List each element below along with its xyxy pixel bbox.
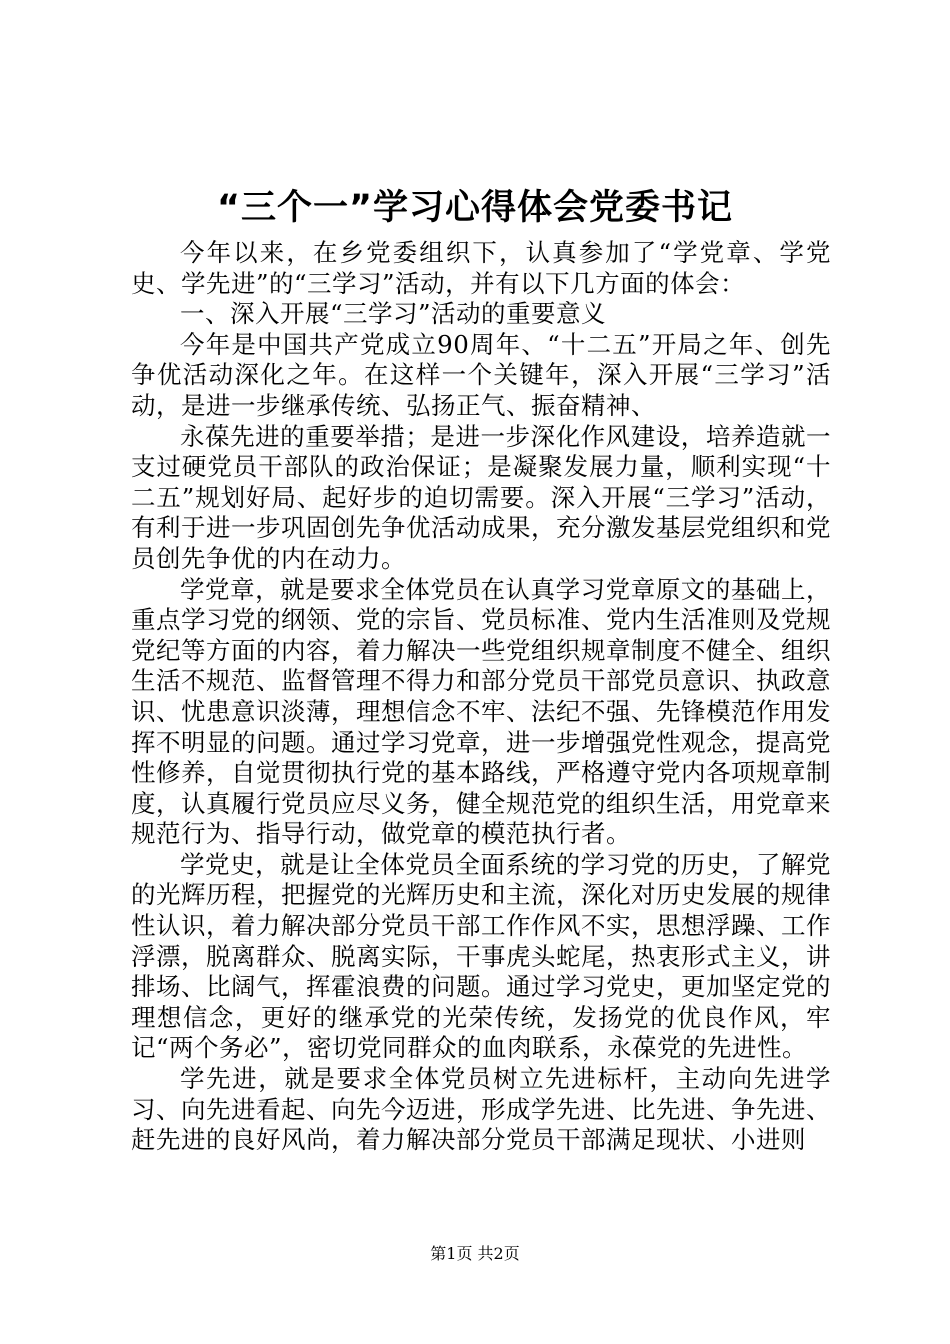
document-title: “三个一”学习心得体会党委书记	[216, 188, 733, 228]
paragraph-significance: 今年是中国共产党成立90周年、“十二五”开局之年、创先争优活动深化之年。在这样一个关键年，深入开展“三学习”活动，是进一步继承传统、弘扬正气、振奋精神、	[131, 329, 831, 420]
paragraph-study-advanced: 学先进，就是要求全体党员树立先进标杆，主动向先进学习、向先进看起、向先今迈进，形成学先进、比先进、争先进、赶先进的良好风尚，着力解决部分党员干部满足现状、小进则	[131, 1064, 831, 1155]
paragraph-study-charter: 学党章，就是要求全体党员在认真学习党章原文的基础上，重点学习党的纲领、党的宗旨、党员标准、党内生活准则及党规党纪等方面的内容，着力解决一些党组织规章制度不健全、组织生活不规范、监督管理不得力和部分党员干部党员意识、执政意识、忧患意识淡薄，理想信念不牢、法纪不强、先锋模范作用发挥不明显的问题。通过学习党章，进一步增强党性观念，提高党性修养，自觉贯彻执行党的基本路线，严格遵守党内各项规章制度，认真履行党员应尽义务，健全规范党的组织生活，用党章来规范行为、指导行动，做党章的模范执行者。	[131, 574, 831, 849]
paragraph-intro: 今年以来，在乡党委组织下，认真参加了“学党章、学党史、学先进”的“三学习”活动，并有以下几方面的体会：	[131, 238, 831, 298]
section-heading-1: 一、深入开展“三学习”活动的重要意义	[180, 299, 607, 329]
paragraph-study-history: 学党史，就是让全体党员全面系统的学习党的历史，了解党的光辉历程，把握党的光辉历史和主流，深化对历史发展的规律性认识，着力解决部分党员干部工作作风不实，思想浮躁、工作浮漂，脱离群众、脱离实际，干事虎头蛇尾，热衷形式主义，讲排场、比阔气，挥霍浪费的问题。通过学习党史，更加坚定党的理想信念，更好的继承党的光荣传统，发扬党的优良作风，牢记“两个务必”，密切党同群众的血肉联系，永葆党的先进性。	[131, 849, 831, 1063]
page-footer: 第1页 共2页	[430, 1244, 520, 1263]
paragraph-significance-cont: 永葆先进的重要举措；是进一步深化作风建设，培养造就一支过硬党员干部队的政治保证；是凝聚发展力量，顺利实现“十二五”规划好局、起好步的迫切需要。深入开展“三学习”活动，有利于进一步巩固创先争优活动成果，充分激发基层党组织和党员创先争优的内在动力。	[131, 421, 831, 573]
document-body	[131, 238, 831, 1156]
